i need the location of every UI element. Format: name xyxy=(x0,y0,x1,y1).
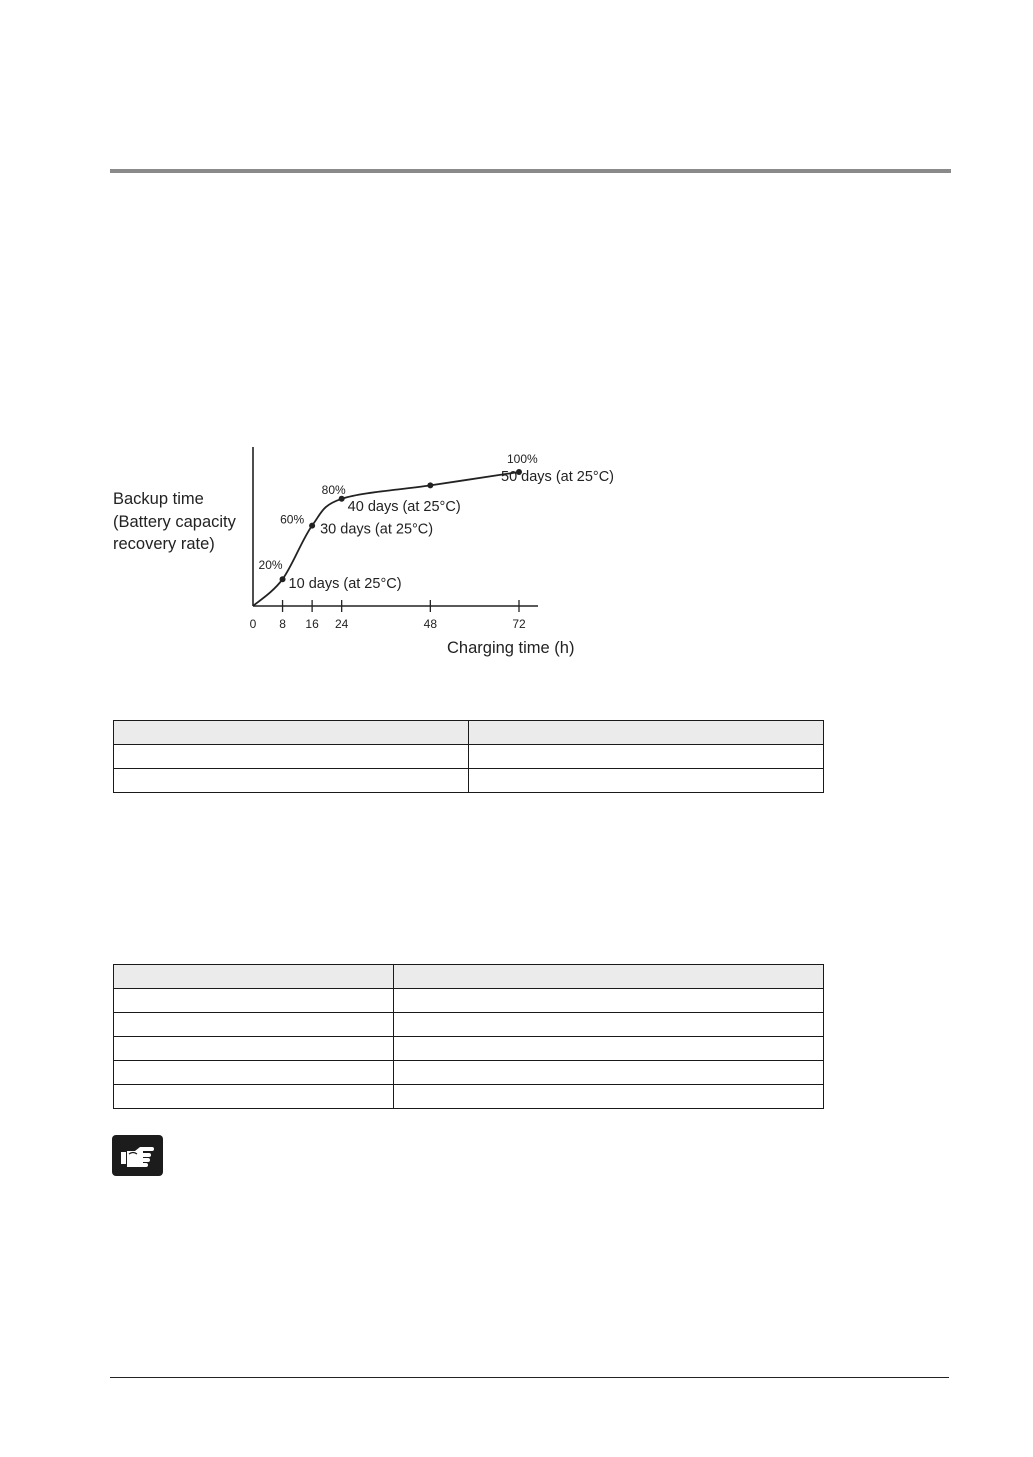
data-table-1 xyxy=(113,720,824,793)
table-cell xyxy=(114,721,469,745)
table-row xyxy=(114,1013,824,1037)
table-cell xyxy=(469,745,824,769)
data-point-48 xyxy=(427,482,433,488)
y-label-line-1: Backup time xyxy=(113,490,204,508)
table-header-row xyxy=(114,965,824,989)
chart-y-label xyxy=(113,488,236,556)
table-row xyxy=(114,1085,824,1109)
table-cell xyxy=(114,1085,394,1109)
x-tick-label-72: 72 xyxy=(512,617,526,631)
table-cell xyxy=(394,1037,824,1061)
table-row xyxy=(114,769,824,793)
data-point-8 xyxy=(280,576,286,582)
x-tick-label-24: 24 xyxy=(334,617,349,631)
table-cell xyxy=(114,989,394,1013)
table-cell xyxy=(114,745,469,769)
table-row xyxy=(114,989,824,1013)
chart-x-label: Charging time (h) xyxy=(447,639,575,657)
header-rule xyxy=(110,169,951,173)
percent-label-8: 20% xyxy=(258,558,283,573)
table-cell xyxy=(394,1085,824,1109)
percent-label-72: 100% xyxy=(507,452,538,466)
percent-label-24: 80% xyxy=(321,482,346,497)
table-cell xyxy=(114,1013,394,1037)
days-label-72: 50 days (at 25°C) xyxy=(501,469,614,485)
table-cell xyxy=(469,721,824,745)
table-row xyxy=(114,745,824,769)
y-label-line-2: (Battery capacity xyxy=(113,512,236,531)
table-row xyxy=(114,1037,824,1061)
data-table-2 xyxy=(113,964,824,1109)
footer-rule xyxy=(110,1377,949,1378)
x-tick-label-8: 8 xyxy=(279,617,286,631)
x-tick-label-48: 48 xyxy=(423,617,438,631)
table-cell xyxy=(394,1013,824,1037)
days-label-24: 40 days (at 25°C) xyxy=(347,498,461,515)
y-label-line-3: recovery rate) xyxy=(113,535,215,553)
table-row xyxy=(114,1061,824,1085)
table-header-row xyxy=(114,721,824,745)
table-cell xyxy=(394,1061,824,1085)
pointing-hand-icon xyxy=(112,1135,163,1176)
charging-chart xyxy=(100,440,640,670)
table-cell xyxy=(114,1061,394,1085)
percent-label-16: 60% xyxy=(280,512,305,527)
table-cell xyxy=(469,769,824,793)
table-cell xyxy=(394,989,824,1013)
days-label-8: 10 days (at 25°C) xyxy=(288,576,402,593)
table-cell xyxy=(114,769,469,793)
table-cell xyxy=(394,965,824,989)
data-point-16 xyxy=(309,523,315,529)
x-tick-label-16: 16 xyxy=(305,617,319,631)
table-cell xyxy=(114,1037,394,1061)
table-cell xyxy=(114,965,394,989)
days-label-16: 30 days (at 25°C) xyxy=(320,521,434,538)
x-tick-label-0: 0 xyxy=(249,617,257,631)
